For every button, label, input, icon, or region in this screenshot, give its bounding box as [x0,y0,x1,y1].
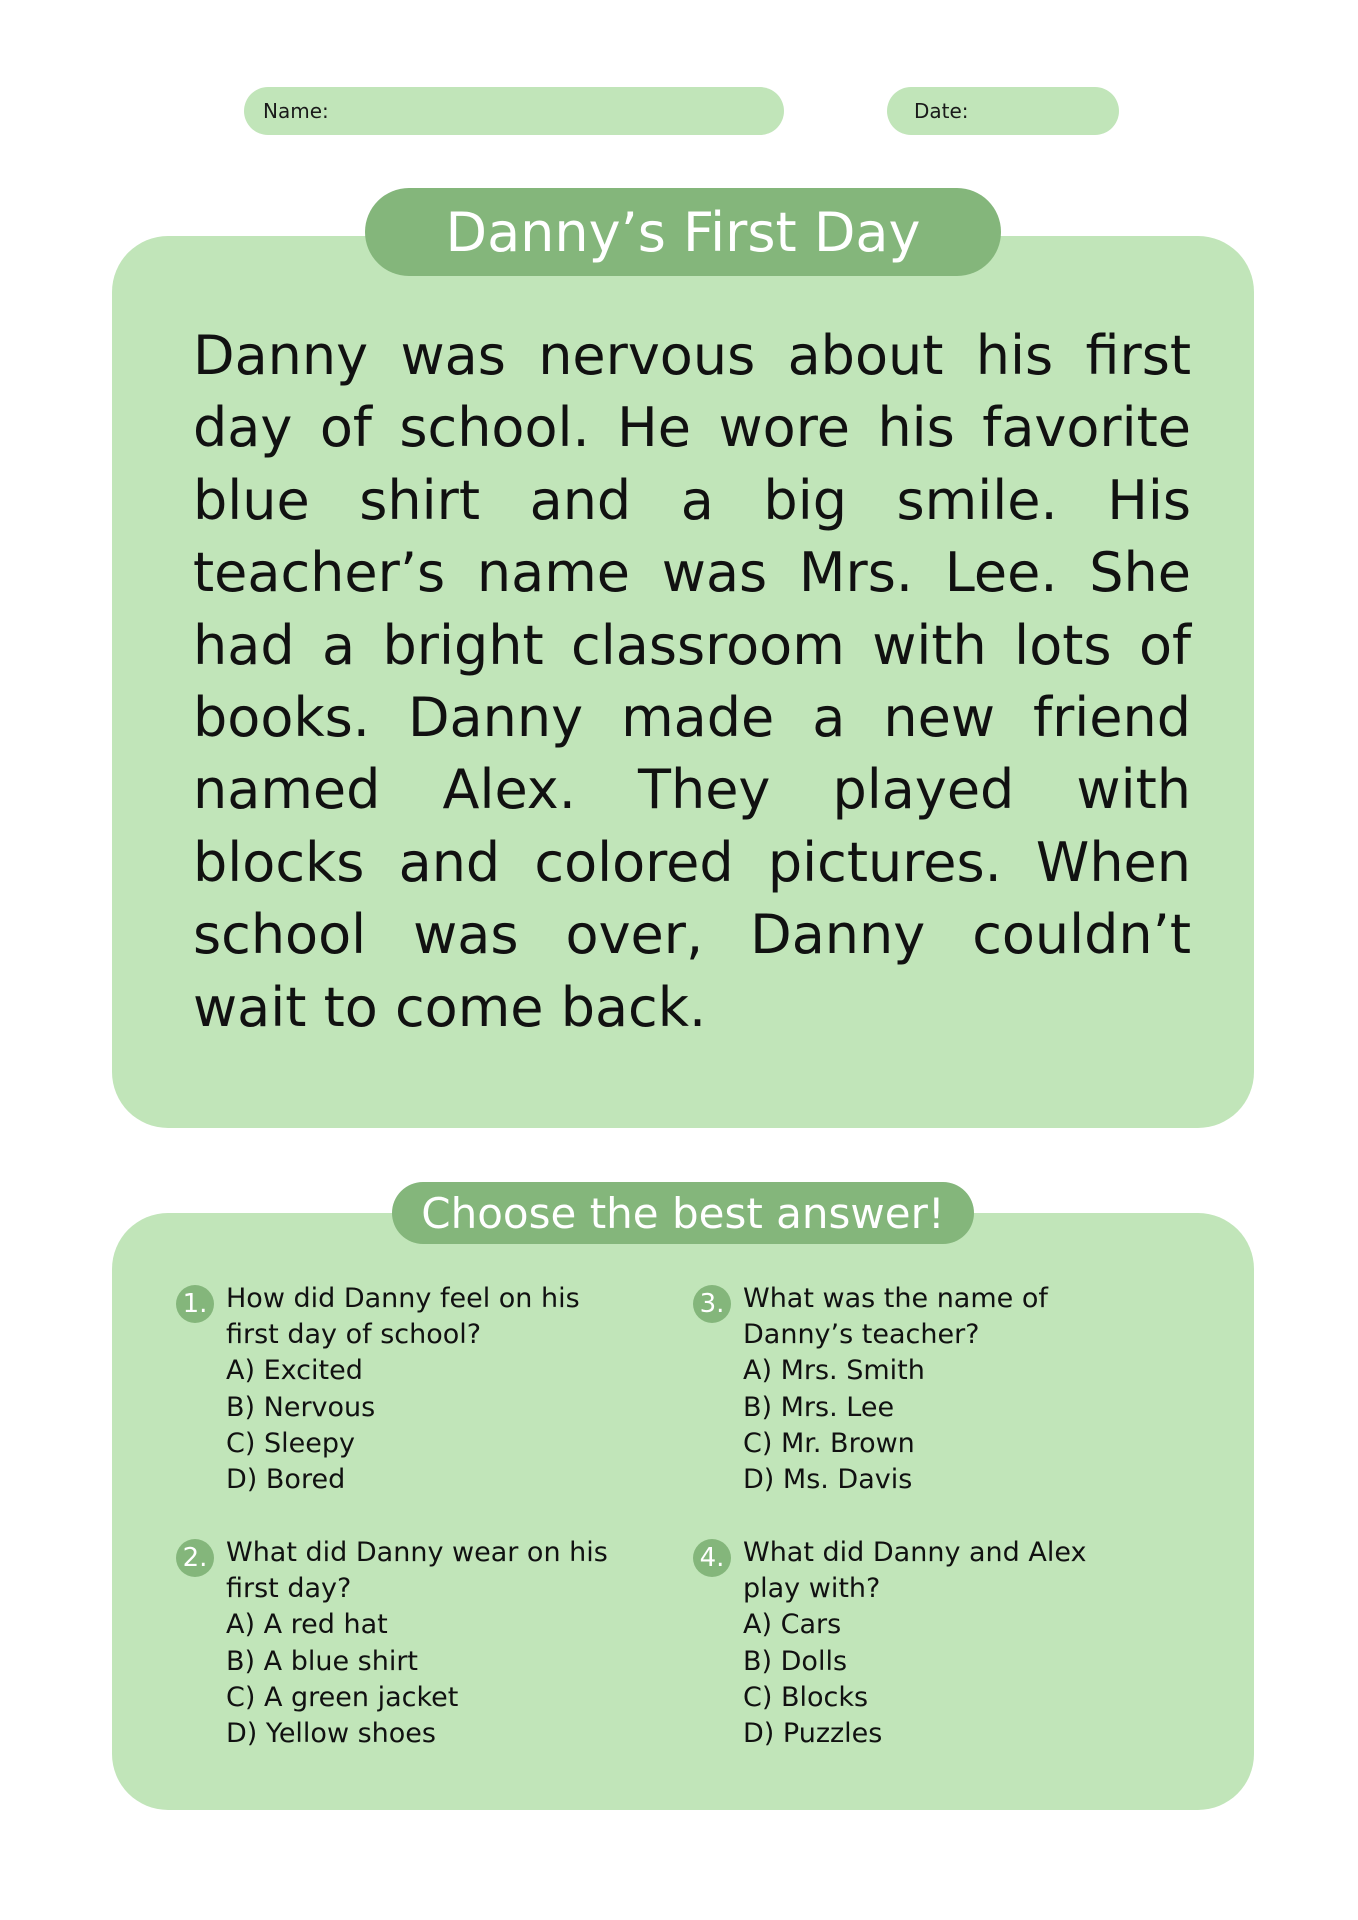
question-number-badge: 2. [176,1539,214,1577]
name-label: Name: [263,99,329,123]
story-title: Danny’s First Day [365,188,1001,276]
answer-option[interactable]: D) Puzzles [743,1718,883,1750]
quiz-title: Choose the best answer! [392,1182,974,1244]
answer-option[interactable]: B) Dolls [743,1645,848,1677]
answer-option[interactable]: A) A red hat [226,1609,388,1641]
question-text: What did Danny and Alex play with? [743,1537,1087,1605]
answer-option[interactable]: A) Mrs. Smith [743,1355,925,1387]
question-text: What was the name of Danny’s teacher? [743,1283,1048,1351]
answer-option[interactable]: A) Excited [226,1355,363,1387]
answer-option[interactable]: D) Bored [226,1464,346,1496]
question-text: How did Danny feel on his first day of school? [226,1283,580,1351]
answer-option[interactable]: C) Sleepy [226,1427,355,1459]
answer-option[interactable]: C) Blocks [743,1681,869,1713]
answer-option[interactable]: D) Yellow shoes [226,1718,436,1750]
date-field[interactable] [887,87,1119,135]
question-text: What did Danny wear on his first day? [226,1537,608,1605]
question-number-badge: 4. [693,1539,731,1577]
answer-option[interactable]: D) Ms. Davis [743,1464,913,1496]
question-number-badge: 3. [693,1285,731,1323]
story-text: Danny was nervous about his first day of school. He wore his favorite blue shirt and a big smile. His teacher’s name was Mrs. Lee. She had a bright classroom with lots of books. Danny made a new friend named Alex. They played with blocks and colored pictures. When school was over, Danny couldn’t wait to come back. [193,324,1191,1039]
answer-option[interactable]: B) Mrs. Lee [743,1391,895,1423]
answer-option[interactable]: A) Cars [743,1609,842,1641]
question-number-badge: 1. [176,1285,214,1323]
answer-option[interactable]: B) Nervous [226,1391,376,1423]
answer-option[interactable]: B) A blue shirt [226,1645,419,1677]
name-field[interactable] [244,87,784,135]
date-label: Date: [914,99,969,123]
answer-option[interactable]: C) Mr. Brown [743,1427,915,1459]
answer-option[interactable]: C) A green jacket [226,1681,459,1713]
